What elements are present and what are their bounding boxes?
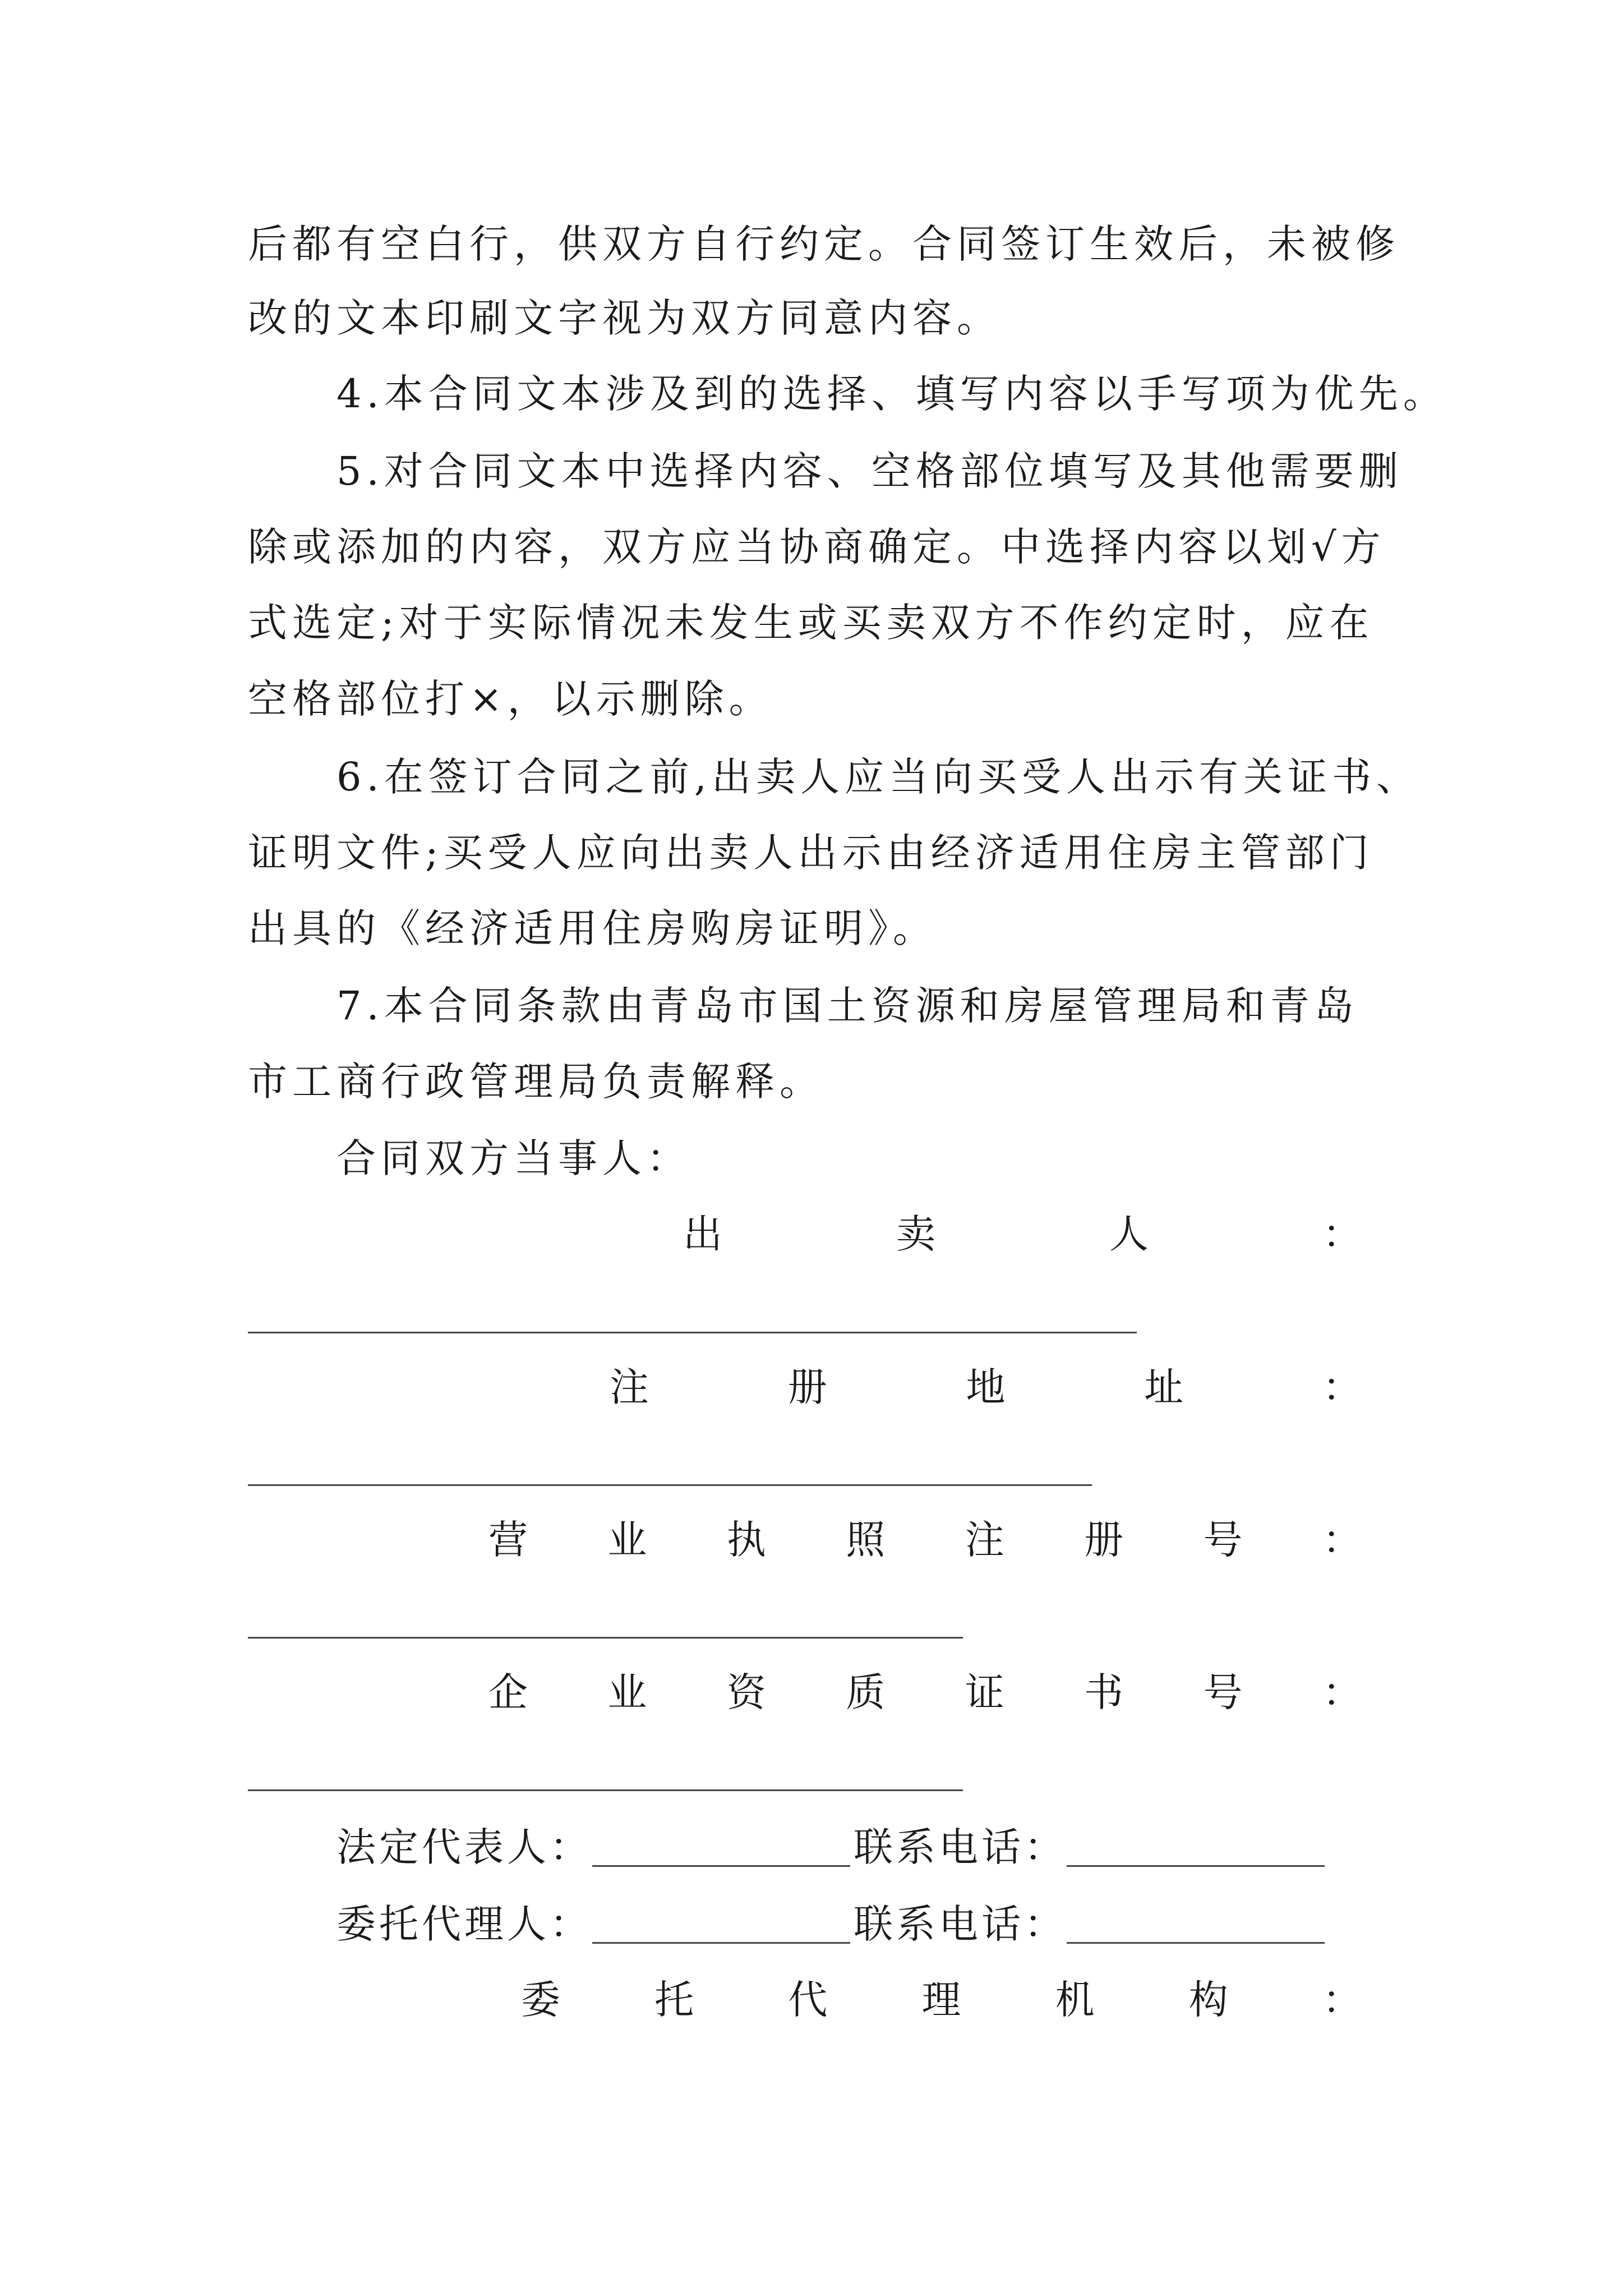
paragraph-line: 5.对合同文本中选择内容、空格部位填写及其他需要删 bbox=[336, 448, 1403, 494]
paragraph-line: 证明文件;买受人应向出卖人出示由经济适用住房主管部门 bbox=[248, 830, 1374, 876]
license-label bbox=[488, 1517, 1362, 1563]
agent-row bbox=[336, 1901, 1328, 1947]
label-char: 址 bbox=[1144, 1364, 1184, 1410]
paragraph-line: 出具的《经济适用住房购房证明》。 bbox=[248, 905, 937, 951]
phone-blank[interactable] bbox=[1067, 1911, 1325, 1944]
label-char: ： bbox=[1322, 1669, 1362, 1715]
label-char: 书 bbox=[1084, 1669, 1124, 1715]
address-label bbox=[610, 1364, 1362, 1410]
label-char: 出 bbox=[683, 1211, 722, 1257]
legal-rep-blank[interactable] bbox=[592, 1834, 850, 1867]
paragraph-line: 后都有空白行，供双方自行约定。合同签订生效后，未被修 bbox=[248, 221, 1400, 267]
license-blank[interactable] bbox=[248, 1637, 963, 1639]
label-char: 质 bbox=[846, 1669, 886, 1715]
label-char: 机 bbox=[1055, 1977, 1095, 2023]
paragraph-line: 除或添加的内容，双方应当协商确定。中选择内容以划√方 bbox=[248, 524, 1386, 570]
legal-rep-row bbox=[336, 1824, 1328, 1870]
label-char: 托 bbox=[654, 1977, 694, 2023]
label-char: 号 bbox=[1203, 1517, 1243, 1563]
phone-blank[interactable] bbox=[1067, 1834, 1325, 1867]
label-char: 卖 bbox=[896, 1211, 935, 1257]
paragraph-line: 式选定;对于实际情况未发生或买卖双方不作约定时，应在 bbox=[248, 600, 1374, 646]
paragraph-line: 6.在签订合同之前,出卖人应当向买受人出示有关证书、 bbox=[336, 754, 1421, 800]
label-char: 业 bbox=[607, 1517, 647, 1563]
label-char: 证 bbox=[965, 1669, 1004, 1715]
paragraph-line: 改的文本印刷文字视为双方同意内容。 bbox=[248, 295, 1001, 341]
label-char: 企 bbox=[488, 1669, 528, 1715]
label-char: 执 bbox=[726, 1517, 766, 1563]
address-blank[interactable] bbox=[248, 1484, 1092, 1486]
seller-label bbox=[683, 1211, 1362, 1257]
label-char: ： bbox=[1322, 1517, 1362, 1563]
label-char: 注 bbox=[965, 1517, 1004, 1563]
label-char: 营 bbox=[488, 1517, 528, 1563]
label-char: 理 bbox=[921, 1977, 961, 2023]
label-char: 册 bbox=[1084, 1517, 1124, 1563]
label-char: 地 bbox=[966, 1364, 1006, 1410]
parties-heading: 合同双方当事人： bbox=[336, 1135, 691, 1181]
label-char: ： bbox=[1322, 1211, 1362, 1257]
label-char: 册 bbox=[787, 1364, 827, 1410]
paragraph-line: 4.本合同文本涉及到的选择、填写内容以手写项为优先。 bbox=[336, 371, 1447, 417]
label-char: 委 bbox=[521, 1977, 560, 2023]
label-char: 业 bbox=[607, 1669, 647, 1715]
label-char: 构 bbox=[1188, 1977, 1228, 2023]
label-char: 代 bbox=[788, 1977, 828, 2023]
label-char: 人 bbox=[1109, 1211, 1149, 1257]
agency-label bbox=[521, 1977, 1362, 2023]
label-char: 照 bbox=[846, 1517, 886, 1563]
label-char: 资 bbox=[726, 1669, 766, 1715]
label-char: ： bbox=[1322, 1977, 1362, 2023]
phone-label: 联系电话： bbox=[854, 1824, 1067, 1870]
paragraph-line: 7.本合同条款由青岛市国土资源和房屋管理局和青岛 bbox=[336, 983, 1359, 1029]
qualification-blank[interactable] bbox=[248, 1789, 963, 1791]
label-char: 号 bbox=[1203, 1669, 1243, 1715]
paragraph-line: 市工商行政管理局负责解释。 bbox=[248, 1059, 824, 1105]
paragraph-line: 空格部位打×，以示删除。 bbox=[248, 676, 773, 722]
legal-rep-label: 法定代表人： bbox=[336, 1824, 592, 1870]
phone-label: 联系电话： bbox=[854, 1901, 1067, 1947]
qualification-label bbox=[488, 1669, 1362, 1715]
agent-blank[interactable] bbox=[592, 1911, 850, 1944]
label-char: ： bbox=[1322, 1364, 1362, 1410]
agent-label: 委托代理人： bbox=[336, 1901, 592, 1947]
seller-blank[interactable] bbox=[248, 1332, 1137, 1333]
label-char: 注 bbox=[610, 1364, 649, 1410]
